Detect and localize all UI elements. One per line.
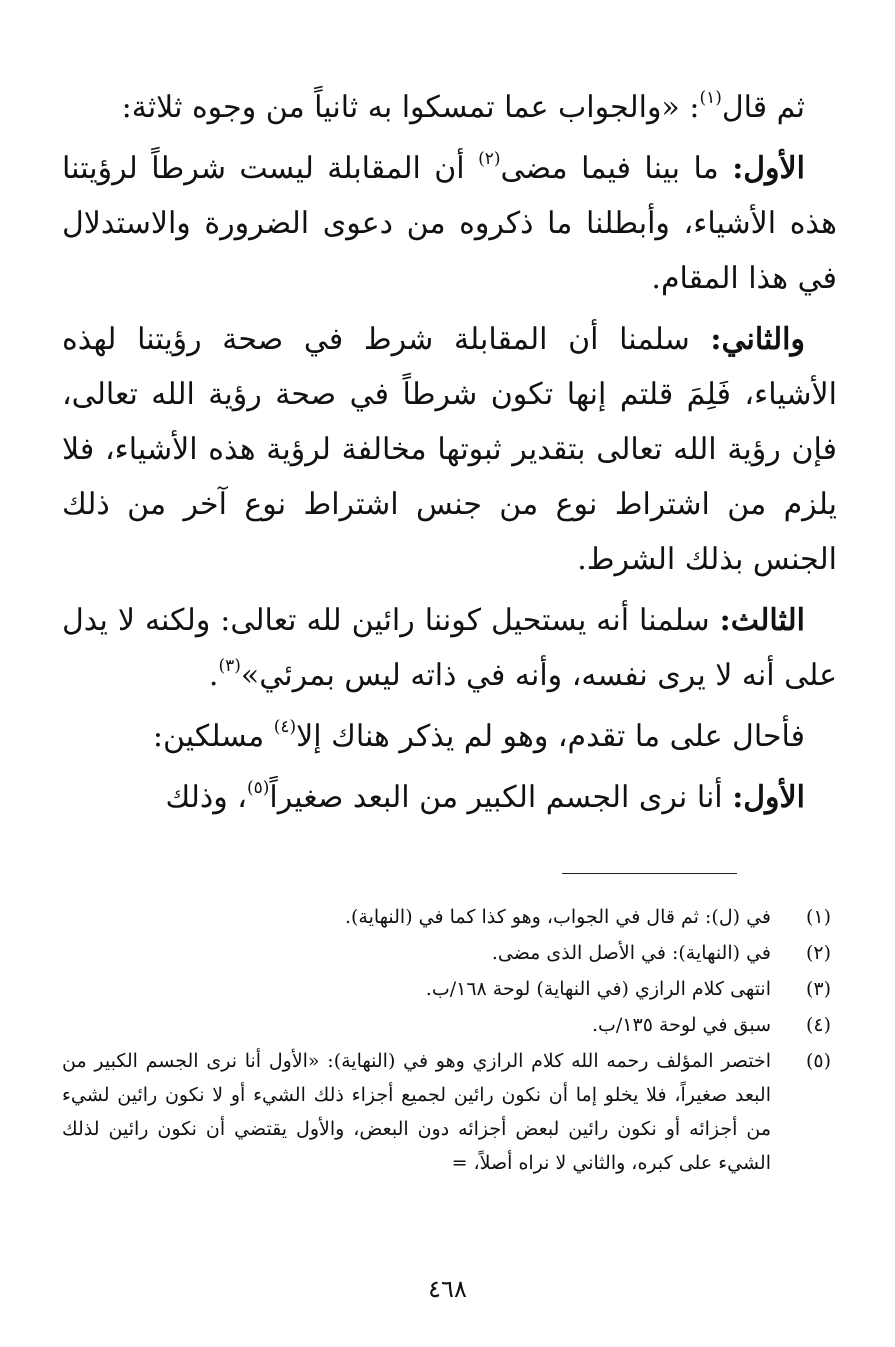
footnote-text: انتهى كلام الرازي (في النهاية) لوحة ١٦٨/ب. [425,978,771,1000]
main-text [62,80,837,831]
paragraph-first [62,141,837,306]
footnote-ref-1[interactable]: (١) [699,88,722,108]
text-segment: سلمنا أنه يستحيل كوننا رائين لله تعالى: ولكنه لا يدل على أنه لا يرى نفسه، وأنه في ذاته ليس بمرئي» [62,603,837,693]
footnote-text: سبق في لوحة ١٣٥/ب. [591,1014,771,1036]
paragraph-third [62,593,837,703]
text-segment: ثم قال [721,90,805,125]
paragraph-intro [62,80,837,135]
text-segment: ما بينا فيما مضى [500,151,733,186]
footnote-ref-3[interactable]: (٣) [218,656,241,676]
paragraph-first-path [62,770,837,825]
footnote-number: (٣) [805,978,831,1000]
page-number: ٤٦٨ [428,1275,467,1303]
text-segment: أنا نرى الجسم الكبير من البعد صغيراً [269,780,733,815]
paragraph-lead: الأول: [732,780,805,815]
footnote-item [62,972,837,1006]
paragraph-reference [62,709,837,764]
footnote-number: (٥) [805,1050,831,1072]
text-segment: فأحال على ما تقدم، وهو لم يذكر هناك إلا [296,719,805,754]
footnotes [62,900,837,1182]
footnote-divider [562,873,737,874]
text-segment: : «والجواب عما تمسكوا به ثانياً من وجوه ثلاثة: [121,90,700,125]
text-segment: مسلكين: [152,719,274,754]
footnote-text: في (النهاية): في الأصل الذى مضى. [491,942,771,964]
footnote-ref-5[interactable]: (٥) [246,778,270,798]
footnote-number: (٤) [805,1014,831,1036]
footnote-text: في (ل): ثم قال في الجواب، وهو كذا كما في (النهاية). [344,906,771,928]
footnote-item [62,900,837,934]
footnote-number: (٢) [805,942,831,964]
paragraph-lead: الأول: [732,151,805,186]
text-segment: سلمنا أن المقابلة شرط في صحة رؤيتنا لهذه الأشياء، فَلِمَ قلتم إنها تكون شرطاً في صحة رؤية الله تعالى، فإن رؤية الله تعالى بتقدير ثبوتها مخالفة لرؤية هذه الأشياء، فلا يلزم من اشتراط نوع من جنس اشتراط نوع آخر من ذلك الجنس بذلك الشرط. [62,322,837,577]
footnote-item [62,1044,837,1180]
footnote-number: (١) [805,906,831,928]
footnote-ref-4[interactable]: (٤) [273,717,297,737]
paragraph-lead: والثاني: [710,322,805,357]
text-segment: . [208,658,219,693]
paragraph-second [62,312,837,587]
text-segment: ، وذلك [165,780,247,815]
footnote-ref-2[interactable]: (٢) [478,149,501,169]
footnote-text: اختصر المؤلف رحمه الله كلام الرازي وهو في (النهاية): «الأول أنا نرى الجسم الكبير من البعد صغيراً، فلا يخلو إما أن نكون رائين لجميع أجزاء ذلك الشيء أو لا نكون رائين لشيء من أجزائه أو نكون رائين لبعض أجزائه دون البعض، والأول يقتضي أن نكون رائين لذلك الشيء على كبره، والثاني لا نراه أصلاً، = [62,1050,771,1174]
paragraph-lead: الثالث: [719,603,805,638]
footnote-item [62,1008,837,1042]
footnote-item [62,936,837,970]
text-segment: أن المقابلة ليست شرطاً لرؤيتنا هذه الأشياء، وأبطلنا ما ذكروه من دعوى الضرورة والاستدلال في هذا المقام. [62,151,837,296]
